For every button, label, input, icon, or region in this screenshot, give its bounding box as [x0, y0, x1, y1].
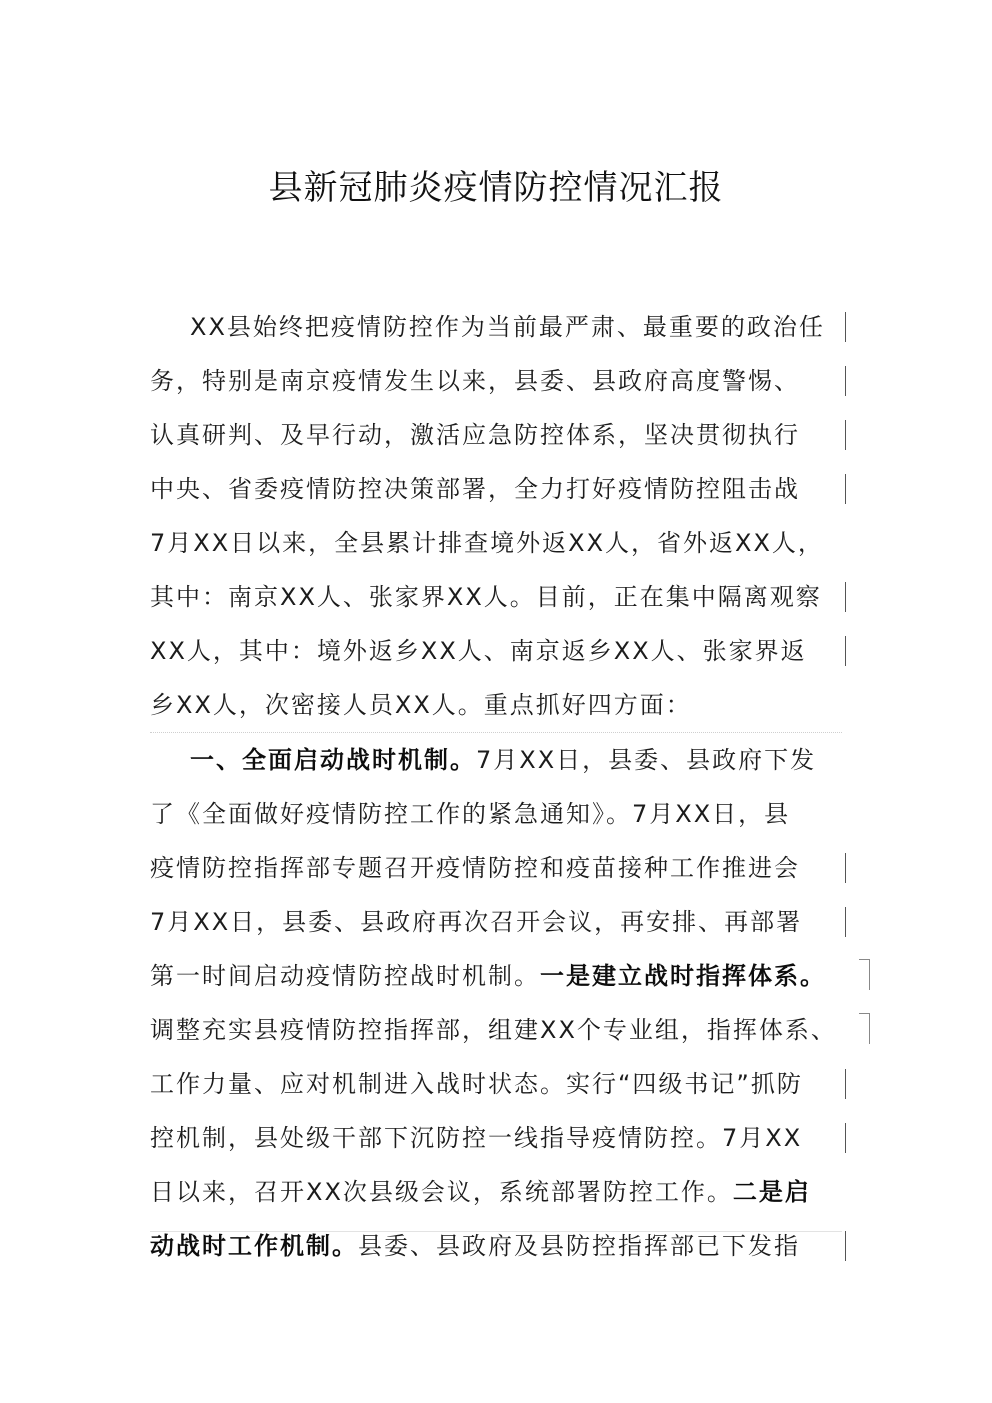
paragraph-2-line: [150, 1219, 842, 1273]
margin-mark: [845, 1069, 846, 1099]
text-line: 中央、省委疫情防控决策部署，全力打好疫情防控阻击战: [150, 475, 800, 503]
margin-mark: [845, 582, 846, 612]
margin-mark: [845, 366, 846, 396]
text-line: 工作力量、应对机制进入战时状态。实行“四级书记”抓防: [150, 1070, 803, 1098]
paragraph-2-line: [150, 1111, 842, 1165]
paragraph-1-line: [150, 408, 842, 462]
text-line: 第一时间启动疫情防控战时机制。: [150, 962, 540, 990]
text-line: 控机制，县处级干部下沉防控一线指导疫情防控。7月XX: [150, 1124, 803, 1152]
paragraph-2-line: [150, 1165, 842, 1219]
subheading: 二是启: [732, 1178, 811, 1206]
margin-mark: [859, 959, 870, 990]
text-line: 认真研判、及早行动，激活应急防控体系，坚决贯彻执行: [150, 421, 800, 449]
paragraph-2-line: [150, 1003, 842, 1057]
margin-mark: [845, 853, 846, 883]
paragraph-2-line: [150, 787, 842, 841]
text-line: XX县始终把疫情防控作为当前最严肃、最重要的政治任: [190, 313, 825, 341]
paragraph-2-line: [150, 841, 842, 895]
margin-mark: [845, 636, 846, 666]
paragraph-1-line: [150, 624, 842, 678]
margin-mark: [845, 907, 846, 937]
text-line: 7月XX日，县委、县政府再次召开会议，再安排、再部署: [150, 908, 803, 936]
text-line: 务，特别是南京疫情发生以来，县委、县政府高度警惕、: [150, 367, 800, 395]
paragraph-1-line: [150, 678, 842, 732]
text-line: 了《全面做好疫情防控工作的紧急通知》。7月XX日，县: [150, 800, 791, 828]
text-line: 日以来，召开XX次县级会议，系统部署防控工作。: [150, 1178, 733, 1206]
margin-mark: [859, 1013, 870, 1044]
document-title: 县新冠肺炎疫情防控情况汇报: [268, 168, 724, 208]
text-line: XX人，其中：境外返乡XX人、南京返乡XX人、张家界返: [150, 637, 807, 665]
document-body: [150, 300, 842, 1273]
text-line: 调整充实县疫情防控指挥部，组建XX个专业组，指挥体系、: [150, 1016, 837, 1044]
paragraph-1-line: [150, 570, 842, 624]
paragraph-2-line: [150, 1057, 842, 1111]
paragraph-1-line: [150, 516, 842, 570]
text-line: 乡XX人，次密接人员XX人。重点抓好四方面：: [150, 691, 692, 719]
text-line: 疫情防控指挥部专题召开疫情防控和疫苗接种工作推进会: [150, 854, 800, 882]
margin-mark: [845, 312, 846, 342]
subheading: 动战时工作机制。: [150, 1232, 358, 1260]
margin-mark: [845, 420, 846, 450]
paragraph-1-line: [150, 354, 842, 408]
text-line: 7月XX日，县委、县政府下发: [476, 746, 817, 774]
paragraph-2-line: [150, 895, 842, 949]
page-bottom-rule: [150, 1231, 842, 1232]
text-line: 其中：南京XX人、张家界XX人。目前，正在集中隔离观察: [150, 583, 822, 611]
subheading: 一是建立战时指挥体系。: [540, 962, 826, 990]
paragraph-2-line: [150, 733, 842, 787]
margin-mark: [845, 1123, 846, 1153]
paragraph-2-line: [150, 949, 842, 1003]
margin-mark: [845, 1231, 846, 1261]
section-heading: 一、全面启动战时机制。: [190, 746, 476, 774]
margin-mark: [845, 474, 846, 504]
paragraph-1-line: [150, 300, 842, 354]
text-line: 县委、县政府及县防控指挥部已下发指: [358, 1232, 800, 1260]
text-line: 7月XX日以来，全县累计排查境外返XX人，省外返XX人，: [150, 529, 824, 557]
paragraph-1-line: [150, 462, 842, 516]
